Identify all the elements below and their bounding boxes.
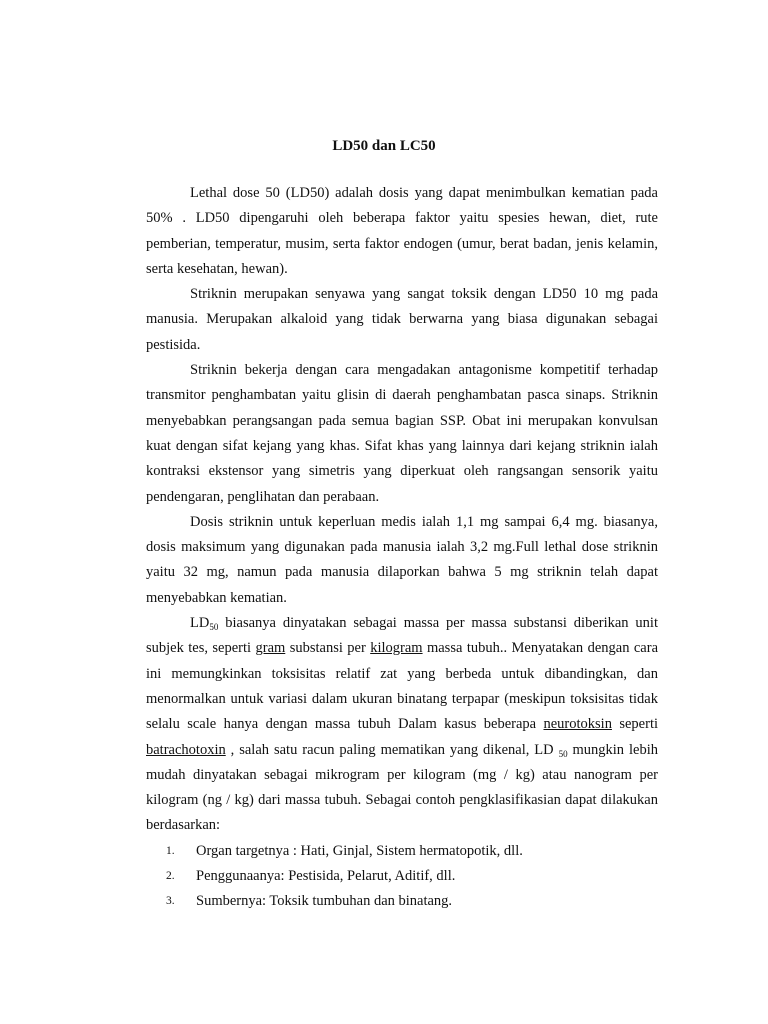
subscript-50: 50 (209, 622, 219, 633)
link-batrachotoxin[interactable]: batrachotoxin (146, 741, 226, 758)
subscript-50: 50 (558, 748, 568, 759)
paragraph-ld50-definition: Lethal dose 50 (LD50) adalah dosis yang dapat menimbulkan kematian pada 50% . LD50 dipengaruhi oleh beberapa faktor yaitu spesies hewan, diet, rute pemberian, temperatur, musim, serta faktor endogen (umur, berat badan, jenis kelamin, serta kesehatan, hewan). (146, 185, 658, 277)
text-run: , salah satu racun paling mematikan yang dikenal, LD (225, 741, 559, 758)
text-run: mungkin lebih mudah dinyatakan sebagai mikrogram per kilogram (mg / kg) atau nanogram per kilogram (ng / kg) dari massa tubuh. Sebagai contoh pengklasifikasian dapat dilakukan berdasarkan: (146, 741, 658, 834)
list-item-number: 2. (166, 870, 175, 883)
list-item-text: Organ targetnya : Hati, Ginjal, Sistem hermatopotik, dll. (196, 842, 523, 859)
document-title: LD50 dan LC50 (332, 138, 436, 154)
list-item (146, 864, 658, 889)
paragraph-striknin-toxicity: Striknin merupakan senyawa yang sangat toksik dengan LD50 10 mg pada manusia. Merupakan alkaloid yang tidak berwarna yang biasa digunakan sebagai pestisida. (146, 286, 658, 353)
classification-list (146, 839, 658, 915)
text-run: massa tubuh.. Menyatakan dengan cara ini memungkinkan toksisitas relatif zat yang berbeda untuk dibandingkan, dan menormalkan untuk variasi dalam ukuran binatang terpapar (meskipun toksisitas tidak selalu scale hanya dengan massa tubuh Dalam kasus beberapa (146, 640, 659, 733)
text-run: LD (190, 615, 210, 632)
link-neurotoksin[interactable]: neurotoksin (543, 716, 612, 733)
list-item (146, 889, 658, 914)
link-gram[interactable]: gram (255, 640, 286, 657)
paragraph-striknin-mechanism: Striknin bekerja dengan cara mengadakan antagonisme kompetitif terhadap transmitor penghambatan yaitu glisin di daerah penghambatan pasca sinaps. Striknin menyebabkan perangsangan pada semua bagian SSP. Obat ini merupakan konvulsan kuat dengan sifat kejang yang khas. Sifat khas yang lainnya dari kejang striknin ialah kontraksi ekstensor yang simetris yang diperkuat oleh rangsangan sensorik yaitu pendengaran, penglihatan dan perabaan. (146, 362, 658, 505)
list-item (146, 839, 658, 864)
list-item-text: Penggunaanya: Pestisida, Pelarut, Aditif, dll. (196, 868, 456, 885)
paragraph-ld50-units (146, 611, 658, 839)
list-item-text: Sumbernya: Toksik tumbuhan dan binatang. (196, 893, 453, 910)
text-run: substansi per (285, 640, 371, 657)
list-item-number: 1. (166, 844, 175, 857)
text-run: seperti (611, 716, 658, 733)
paragraph-striknin-dose: Dosis striknin untuk keperluan medis ialah 1,1 mg sampai 6,4 mg. biasanya, dosis maksimum yang digunakan pada manusia ialah 3,2 mg.Full lethal dose striknin yaitu 32 mg, namun pada manusia dilaporkan bahwa 5 mg striknin telah dapat menyebabkan kematian. (146, 513, 658, 606)
document-body (146, 181, 658, 915)
link-kilogram[interactable]: kilogram (370, 640, 423, 657)
text-run: biasanya dinyatakan sebagai massa per massa substansi diberikan unit subjek tes, seperti (146, 615, 658, 657)
list-item-number: 3. (166, 895, 175, 908)
